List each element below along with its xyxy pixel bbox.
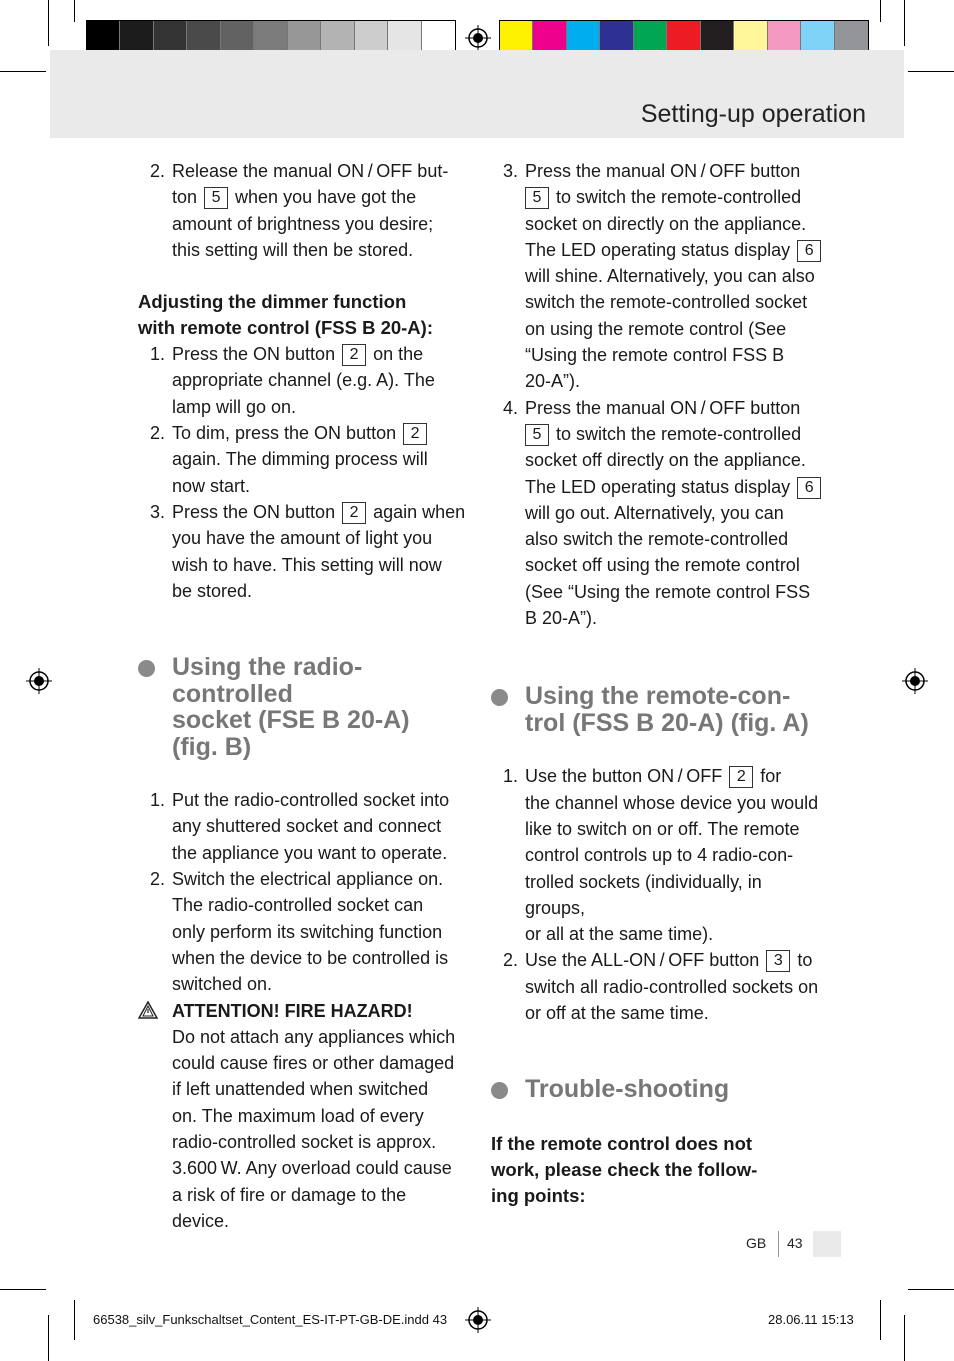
language-code: GB	[746, 1235, 767, 1251]
part-ref: 5	[204, 187, 228, 209]
line	[525, 947, 826, 973]
part-ref: 6	[797, 477, 821, 499]
line: Release the manual ON / OFF but-	[172, 161, 449, 181]
text: on the	[368, 344, 424, 365]
line: amount of brightness you desire;	[172, 213, 434, 234]
list-item	[138, 341, 468, 420]
part-ref: 2	[342, 502, 366, 524]
section-heading	[491, 683, 826, 736]
line: on using the remote control (See	[525, 318, 787, 339]
line: The radio-controlled socket can	[172, 895, 424, 916]
item-number: 1.	[150, 344, 166, 365]
item-number: 3.	[150, 501, 166, 522]
line	[525, 474, 826, 500]
line: the appliance you want to operate.	[172, 842, 448, 863]
text: Use the button ON / OFF	[525, 766, 728, 787]
line	[172, 420, 468, 446]
line: B 20-A”).	[525, 608, 598, 629]
crop-mark	[48, 1315, 49, 1361]
line	[172, 184, 468, 210]
list-item	[491, 158, 826, 395]
text: Press the ON button	[172, 344, 341, 365]
line: when the device to be controlled is	[172, 947, 449, 968]
crop-mark	[908, 1289, 954, 1290]
line: switch all radio-controlled sockets on	[525, 976, 819, 997]
line: Press the manual ON / OFF button	[525, 161, 801, 181]
line: (fig. B)	[172, 732, 252, 761]
line: will shine. Alternatively, you can also	[525, 266, 815, 287]
line: the channel whose device you would	[525, 792, 819, 813]
line: will go out. Alternatively, you can	[525, 502, 784, 523]
line: radio-controlled socket is approx.	[172, 1132, 437, 1153]
list-item	[491, 947, 826, 1026]
line: or all at the same time).	[525, 924, 714, 945]
line: only perform its switching function	[172, 921, 443, 942]
line: socket (FSE B 20-A)	[172, 706, 410, 735]
text: Use the ALL-ON / OFF button	[525, 950, 765, 971]
item-number: 1.	[150, 790, 166, 811]
section-heading	[491, 1076, 826, 1103]
left-column	[138, 158, 468, 1234]
warning-block	[138, 998, 468, 1235]
line: Trouble-shooting	[525, 1075, 730, 1104]
line: Press the manual ON / OFF button	[525, 397, 801, 418]
line: socket off directly on the appliance.	[525, 450, 806, 471]
slug-date: 28.06.11 15:13	[768, 1312, 854, 1327]
right-column	[491, 158, 826, 1209]
line: 20-A”).	[525, 371, 581, 392]
crop-mark	[880, 1300, 881, 1340]
list-item	[491, 395, 826, 632]
line: 3.600 W. Any overload could cause	[172, 1158, 452, 1179]
line: this setting will then be stored.	[172, 239, 414, 260]
line	[525, 184, 826, 210]
line: wish to have. This setting will now	[172, 554, 442, 575]
page-title: Setting-up operation	[640, 100, 866, 128]
warning-triangle-icon	[138, 1001, 158, 1019]
line	[525, 237, 826, 263]
registration-mark-icon	[465, 25, 491, 51]
line: (See “Using the remote control FSS	[525, 581, 811, 602]
text: to switch the remote-controlled	[551, 187, 802, 208]
bullet-icon	[491, 1082, 508, 1099]
line: a risk of fire or damage to the device.	[172, 1184, 407, 1231]
slug-filename: 66538_silv_Funkschaltset_Content_ES-IT-PT-GB-DE.indd 43	[93, 1312, 448, 1327]
line: any shuttered socket and connect	[172, 816, 442, 837]
item-number: 2.	[150, 423, 166, 444]
crop-mark	[74, 0, 75, 22]
section-heading	[138, 654, 468, 760]
list-item	[138, 787, 468, 866]
list-item	[491, 763, 826, 947]
bullet-icon	[138, 660, 155, 677]
crop-mark	[904, 0, 905, 46]
line	[172, 499, 468, 525]
line: Using the radio-controlled	[172, 653, 363, 708]
crop-mark	[0, 71, 46, 72]
line: “Using the remote control FSS B	[525, 345, 785, 366]
text: To dim, press the ON button	[172, 423, 402, 444]
line: you have the amount of light you	[172, 528, 433, 549]
line: socket off using the remote control	[525, 555, 800, 576]
line: again. The dimming process will	[172, 449, 428, 470]
crop-mark	[74, 1300, 75, 1340]
text: to	[792, 950, 813, 971]
line: Do not attach any appliances which	[172, 1026, 456, 1047]
line: Switch the electrical appliance on.	[172, 869, 444, 890]
line: also switch the remote-controlled	[525, 529, 789, 550]
line: trolled sockets (individually, in groups,	[525, 871, 762, 918]
line: or off at the same time.	[525, 1003, 709, 1024]
subheading: work, please check the follow-	[491, 1158, 758, 1180]
part-ref: 2	[729, 766, 753, 788]
text: ton	[172, 187, 203, 208]
subheading: ing points:	[491, 1184, 586, 1206]
line: socket on directly on the appliance.	[525, 213, 807, 234]
text: when you have got the	[230, 187, 417, 208]
line	[172, 341, 468, 367]
item-number: 1.	[503, 766, 519, 787]
text: The LED operating status display	[525, 476, 796, 497]
line: switched on.	[172, 974, 273, 995]
line	[525, 763, 826, 789]
warning-heading: ATTENTION! FIRE HAZARD!	[172, 1000, 413, 1021]
page-number: 43	[787, 1235, 803, 1251]
text: The LED operating status display	[525, 239, 796, 260]
footer-divider	[778, 1231, 779, 1257]
text: Press the ON button	[172, 501, 341, 522]
item-number: 2.	[503, 950, 519, 971]
registration-mark-icon	[465, 1307, 491, 1333]
line: trol (FSS B 20-A) (fig. A)	[525, 708, 809, 737]
registration-mark-icon	[26, 668, 52, 694]
list-item	[138, 866, 468, 997]
text: for	[755, 766, 782, 787]
text: again when	[368, 501, 466, 522]
line: be stored.	[172, 580, 253, 601]
line: Put the radio-controlled socket into	[172, 790, 450, 811]
crop-mark	[48, 0, 49, 46]
bullet-icon	[491, 689, 508, 706]
line: now start.	[172, 475, 251, 496]
part-ref: 3	[766, 950, 790, 972]
line: Using the remote-con-	[525, 682, 791, 711]
list-item	[138, 158, 468, 263]
registration-mark-icon	[902, 668, 928, 694]
line: could cause fires or other damaged	[172, 1053, 455, 1074]
line: like to switch on or off. The remote	[525, 818, 800, 839]
crop-mark	[880, 0, 881, 22]
list-item	[138, 499, 468, 604]
crop-mark	[908, 71, 954, 72]
subheading: with remote control (FSS B 20-A):	[138, 317, 433, 339]
line: appropriate channel (e.g. A). The	[172, 370, 435, 391]
item-number: 2.	[150, 869, 166, 890]
line: switch the remote-controlled socket	[525, 292, 808, 313]
line	[525, 421, 826, 447]
footer-tab	[813, 1231, 841, 1257]
subheading: If the remote control does not	[491, 1132, 753, 1154]
item-number: 3.	[503, 161, 519, 181]
part-ref: 5	[525, 187, 549, 209]
line: on. The maximum load of every	[172, 1105, 424, 1126]
item-number: 2.	[150, 161, 166, 181]
text: to switch the remote-controlled	[551, 423, 802, 444]
line: if left unattended when switched	[172, 1079, 429, 1100]
part-ref: 2	[403, 423, 427, 445]
crop-mark	[904, 1315, 905, 1361]
part-ref: 5	[525, 424, 549, 446]
part-ref: 6	[797, 240, 821, 262]
part-ref: 2	[342, 344, 366, 366]
line: lamp will go on.	[172, 396, 297, 417]
item-number: 4.	[503, 397, 519, 418]
subheading: Adjusting the dimmer function	[138, 291, 407, 313]
crop-mark	[0, 1289, 46, 1290]
line: control controls up to 4 radio-con-	[525, 845, 794, 866]
list-item	[138, 420, 468, 499]
